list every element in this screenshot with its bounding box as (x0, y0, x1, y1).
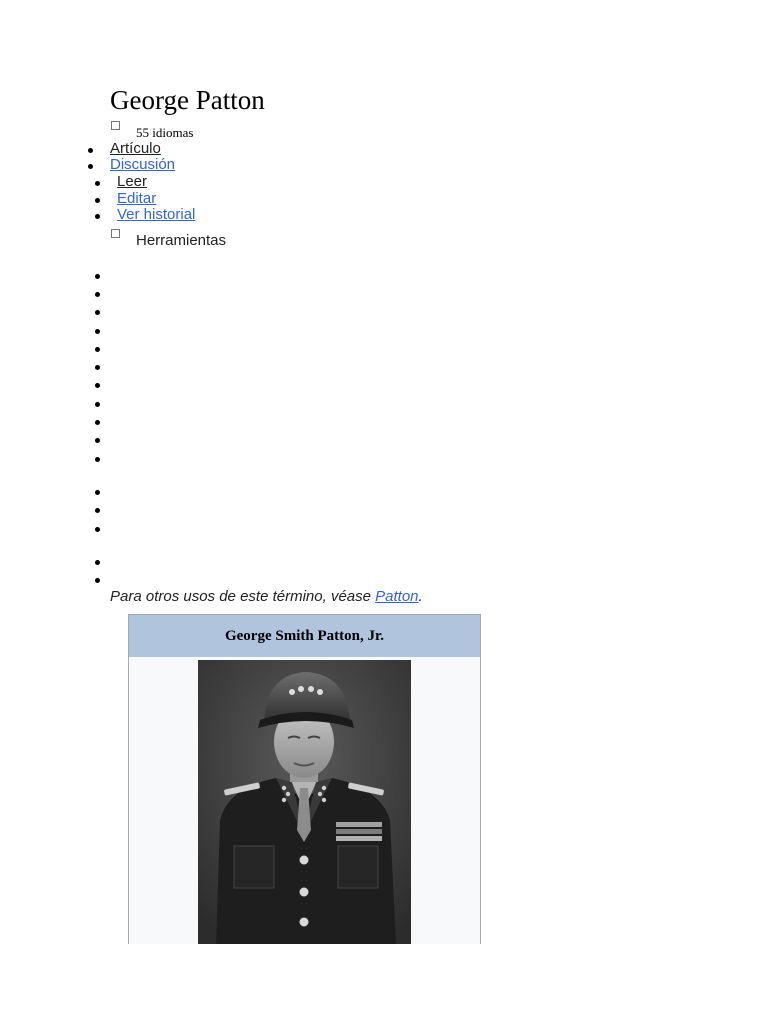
infobox-portrait-image[interactable] (198, 660, 411, 944)
infobox-title: George Smith Patton, Jr. (129, 615, 480, 657)
empty-list-item (95, 292, 100, 297)
empty-list-item (95, 420, 100, 425)
list-bullet (95, 198, 100, 203)
empty-list-item (95, 438, 100, 443)
empty-list-item (95, 310, 100, 315)
list-bullet (88, 164, 93, 169)
tab-ver-historial[interactable]: Ver historial (117, 206, 196, 223)
hatnote-text: Para otros usos de este término, véase (110, 588, 371, 605)
empty-list-item (95, 560, 100, 565)
languages-checkbox-icon[interactable] (111, 121, 120, 130)
page-title: George Patton (110, 85, 265, 115)
hatnote-suffix: . (418, 588, 423, 605)
tab-articulo[interactable]: Artículo (110, 140, 161, 157)
empty-list-item (95, 347, 100, 352)
empty-list-item (95, 527, 100, 532)
empty-list-item (95, 329, 100, 334)
tools-button[interactable]: Herramientas (136, 232, 227, 249)
empty-list-item (95, 383, 100, 388)
empty-list-item (95, 490, 100, 495)
empty-list-item (95, 578, 100, 583)
languages-button[interactable]: 55 idiomas (136, 125, 194, 140)
hatnote (110, 588, 423, 606)
empty-list-item (95, 457, 100, 462)
list-bullet (88, 148, 93, 153)
portrait-illustration (198, 660, 411, 944)
list-bullet (95, 181, 100, 186)
infobox (128, 614, 481, 944)
empty-list-item (95, 274, 100, 279)
empty-list-item (95, 508, 100, 513)
list-bullet (95, 214, 100, 219)
empty-list-item (95, 365, 100, 370)
tab-leer[interactable]: Leer (117, 173, 148, 190)
tab-discusion[interactable]: Discusión (110, 156, 176, 173)
hatnote-link-patton[interactable]: Patton (375, 588, 419, 605)
tab-editar[interactable]: Editar (117, 190, 157, 207)
empty-list-item (95, 402, 100, 407)
tools-checkbox-icon[interactable] (111, 229, 120, 238)
